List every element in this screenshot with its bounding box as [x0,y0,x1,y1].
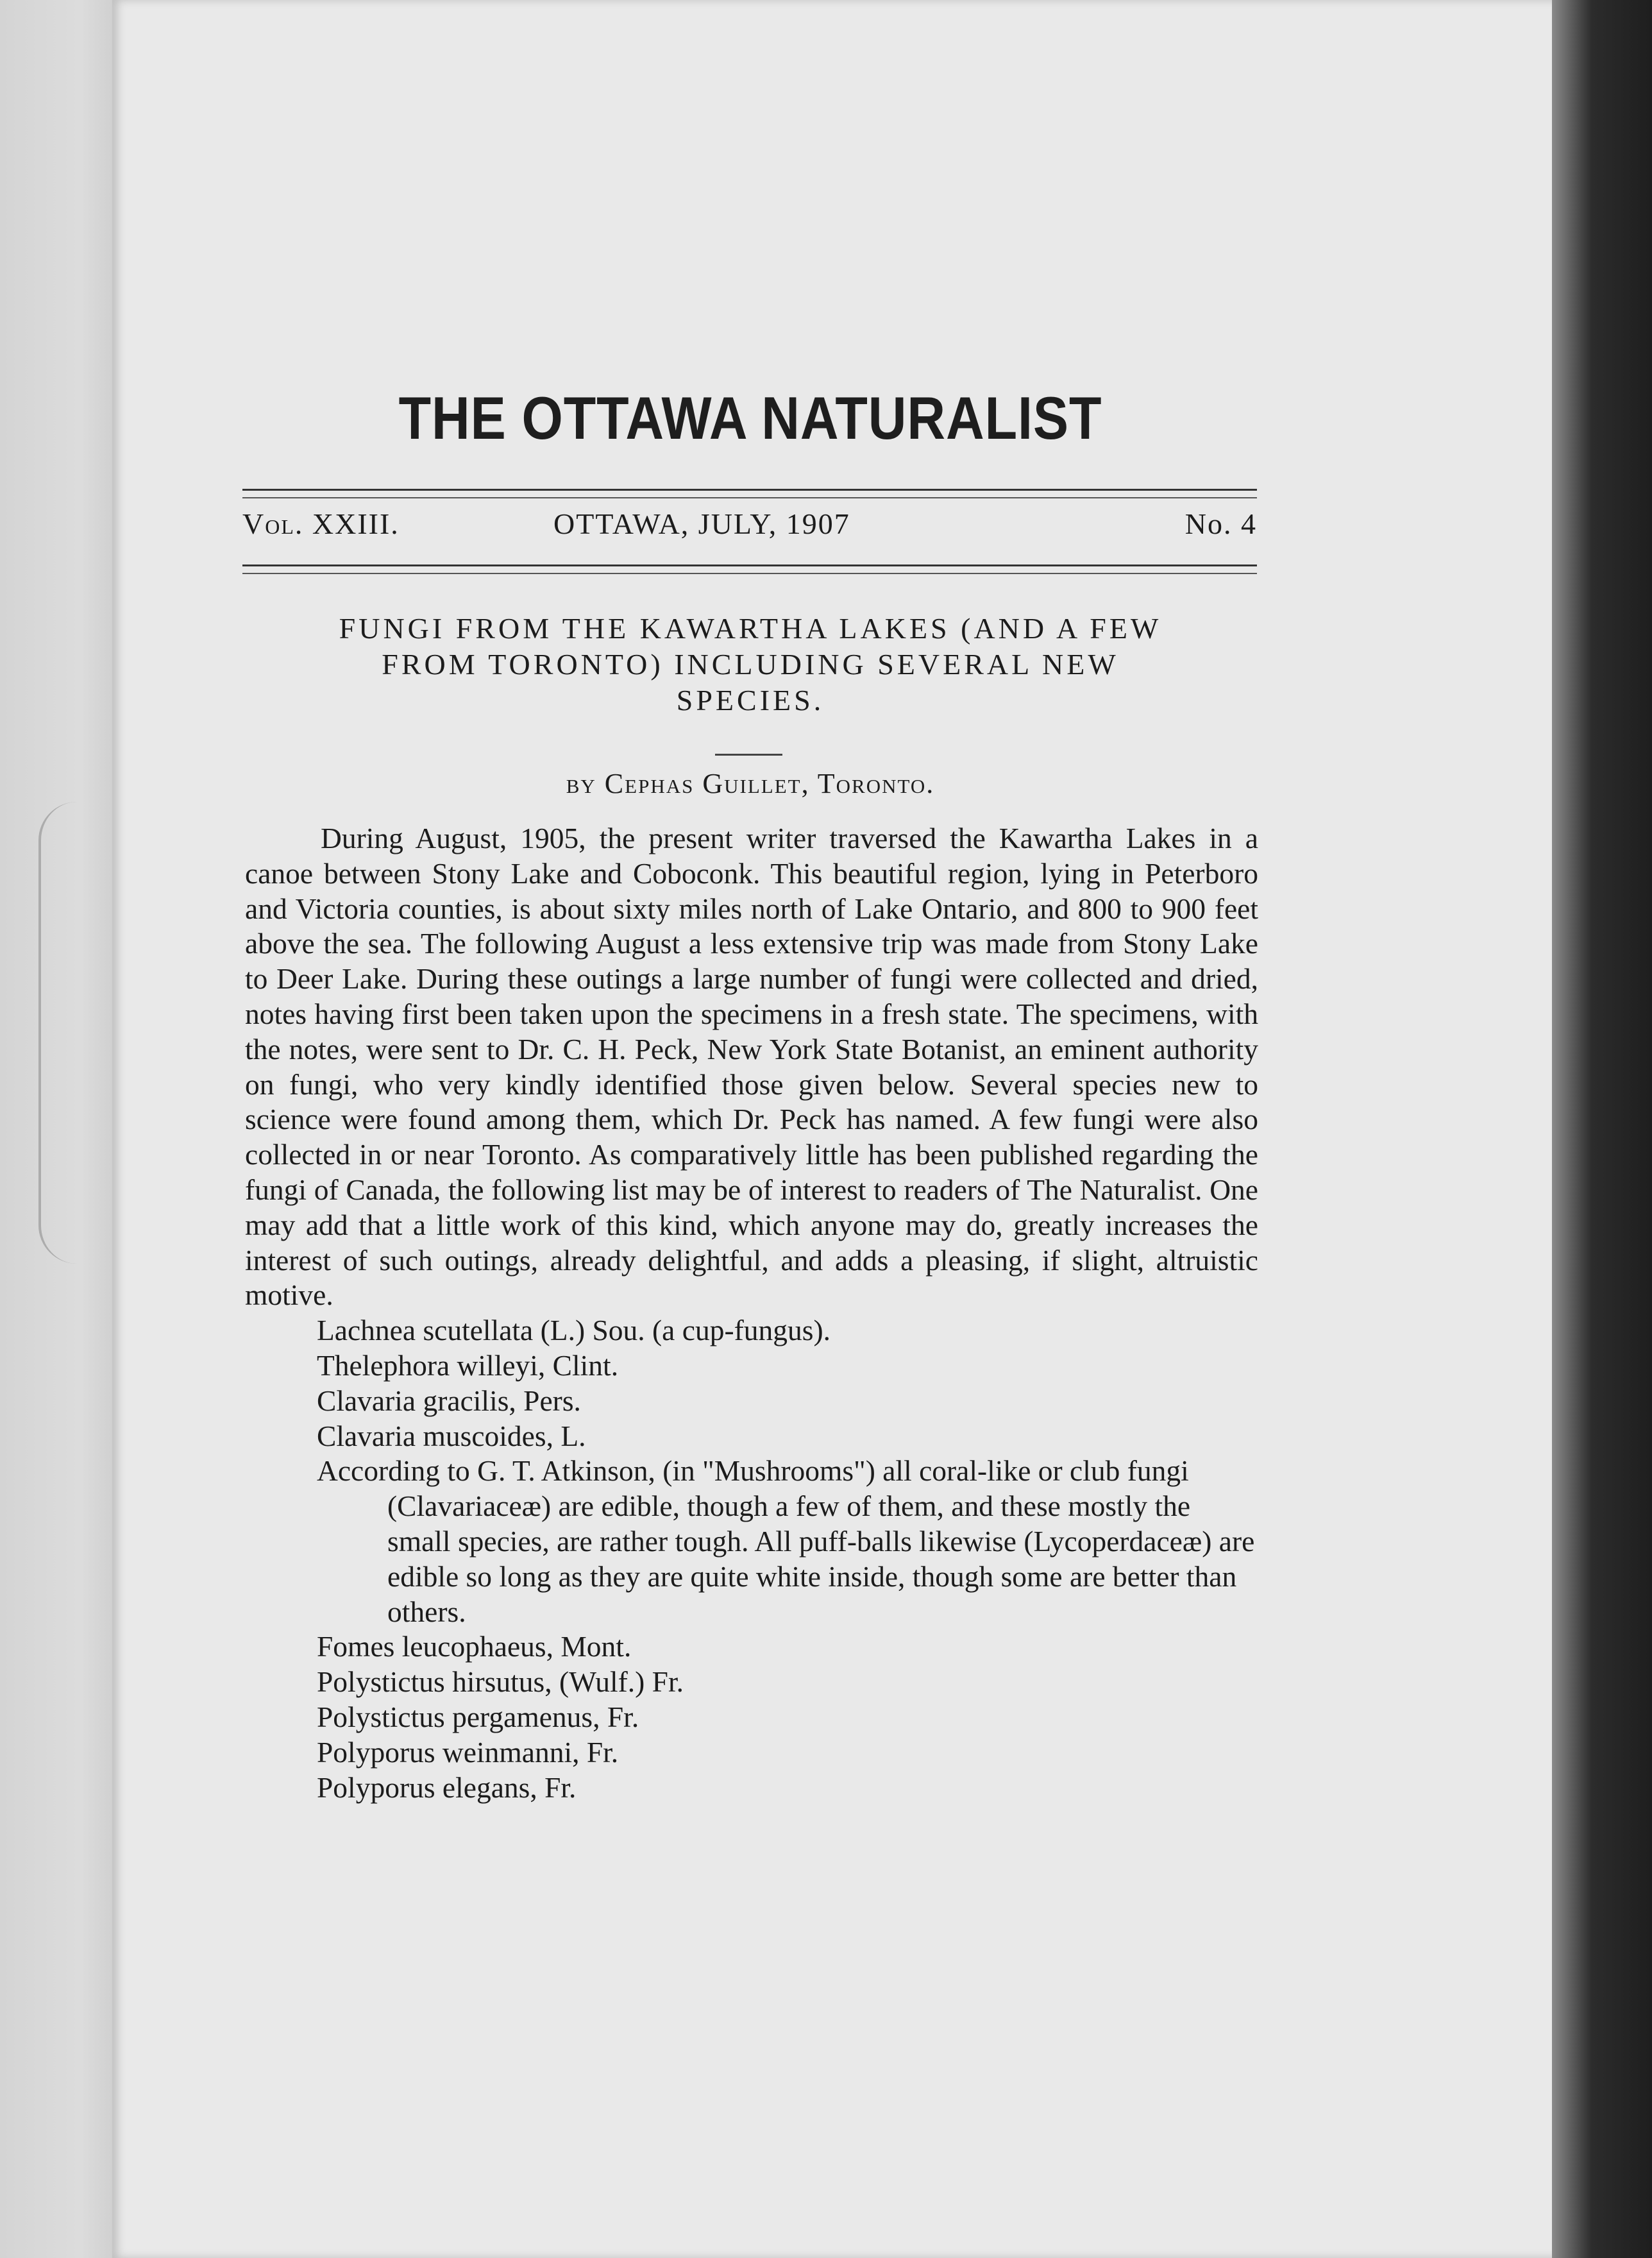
masthead-rule-top [242,489,1257,498]
volume-label: Vol. XXIII. [242,507,400,540]
journal-masthead: THE OTTAWA NATURALIST [398,384,1102,452]
species-entry: Thelephora willeyi, Clint. [317,1348,619,1382]
species-entry: Polystictus hirsutus, (Wulf.) Fr. [317,1665,684,1699]
species-entry: Fomes leucophaeus, Mont. [317,1630,632,1663]
page-curl-shadow [38,802,92,1264]
species-entry: Polyporus elegans, Fr. [317,1770,577,1804]
article-title-line: FROM TORONTO) INCLUDING SEVERAL NEW [382,648,1119,681]
species-entry: Lachnea scutellata (L.) Sou. (a cup-fungus). [317,1314,830,1347]
species-entry: Clavaria gracilis, Pers. [317,1384,581,1417]
article-title [237,611,1263,718]
article-title-line: SPECIES. [676,684,825,717]
edibility-note: According to G. T. Atkinson, (in "Mushrooms") all coral-like or club fungi (Clavariaceæ) are edible, though a few of them, and these mostly the small species, are rather tough. All puff-balls likewise (Lycoperdaceæ) are edible so long as they are quite white inside, though some are better than others. [317,1454,1255,1628]
scan-background-right [1552,0,1652,2258]
species-entry: Polystictus pergamenus, Fr. [317,1700,639,1733]
species-list [245,1313,1258,1805]
article-body [245,821,1258,1805]
dateline: OTTAWA, JULY, 1907 [553,507,850,540]
issue-line [242,507,1257,552]
species-entry: Polyporus weinmanni, Fr. [317,1735,619,1769]
masthead-rule-bottom [242,564,1257,574]
article-byline: by Cephas Guillet, Toronto. [566,768,935,799]
intro-paragraph: During August, 1905, the present writer traversed the Kawartha Lakes in a canoe between Stony Lake and Coboconk. This beautiful region, lying in Peterboro and Victoria counties, is about sixty miles north of Lake Ontario, and 800 to 900 feet above the sea. The following August a less extensive trip was made from Stony Lake to Deer Lake. During these outings a large number of fungi were collected and dried, notes having first been taken upon the specimens in a fresh state. The specimens, with the notes, were sent to Dr. C. H. Peck, New York State Botanist, an eminent authority on fungi, who very kindly identified those given below. Several species new to science were found among them, which Dr. Peck has named. A few fungi were also collected in or near Toronto. As comparatively little has been published regarding the fungi of Canada, the following list may be of interest to readers of The Naturalist. One may add that a little work of this kind, which anyone may do, greatly increases the interest of such outings, already delightful, and adds a pleasing, if slight, altruistic motive. [245,822,1258,1312]
title-divider [715,754,782,756]
issue-number: No. 4 [1184,507,1257,540]
article-title-line: FUNGI FROM THE KAWARTHA LAKES (AND A FEW [339,612,1162,645]
species-entry: Clavaria muscoides, L. [317,1419,586,1452]
